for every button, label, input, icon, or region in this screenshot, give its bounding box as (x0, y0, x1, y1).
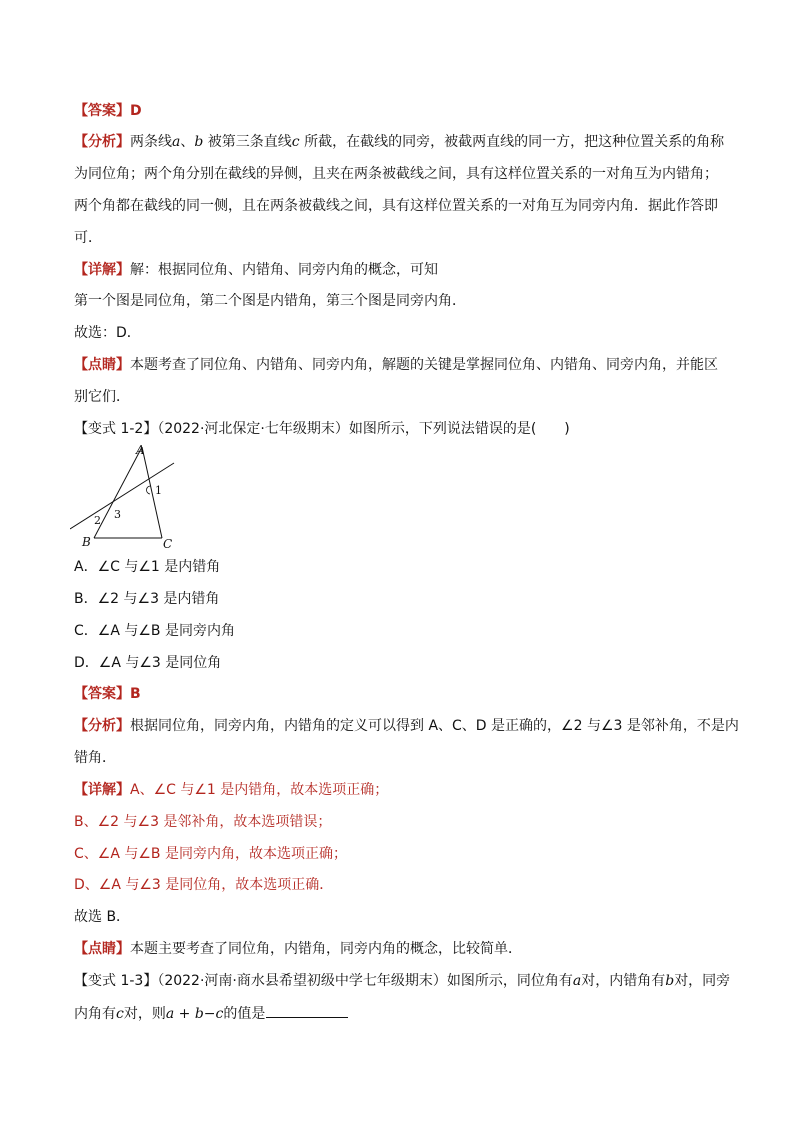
answer-blank (266, 1003, 348, 1018)
detail-tag: 【详解】 (74, 782, 130, 798)
analysis-2-line-1 (74, 716, 739, 736)
analysis-text: 根据同位角，同旁内角，内错角的定义可以得到 A、C、D 是正确的，∠2 与∠3 是邻补角，不是内 (130, 718, 739, 734)
var-c: c (291, 134, 300, 150)
review-text: 本题考查了同位角、内错角、同旁内角，解题的关键是掌握同位角、内错角、同旁内角，并能区 (130, 357, 718, 373)
detail-2-line-4: D、∠A 与∠3 是同位角，故本选项正确． (74, 877, 334, 893)
analysis-line-2: 为同位角；两个角分别在截线的异侧，且夹在两条被截线之间，具有这样位置关系的一对角互为内错角； (74, 166, 718, 182)
answer-tag: 【答案】 (74, 103, 130, 119)
analysis-tag: 【分析】 (74, 718, 130, 734)
detail-line-1 (74, 260, 438, 280)
label-a: A (136, 443, 145, 457)
analysis-text: 所截，在截线的同旁，被截两直线的同一方，把这种位置关系的角称 (299, 134, 725, 150)
detail-text: A、∠C 与∠1 是内错角，故本选项正确； (130, 782, 389, 798)
review-tag: 【点睛】 (74, 357, 130, 373)
expression: a + b−c (165, 1006, 224, 1022)
answer-line-2 (74, 684, 141, 704)
label-c: C (163, 537, 173, 551)
choose-line-2: 故选 B． (74, 909, 131, 925)
var-b: b (665, 973, 675, 989)
detail-tag: 【详解】 (74, 262, 130, 278)
review-tag: 【点睛】 (74, 941, 130, 957)
analysis-2-line-2: 错角． (74, 750, 116, 766)
header-text: 【变式 1-3】（2022·河南·商水县希望初级中学七年级期末）如图所示，同位角有 (74, 973, 573, 989)
variant-1-3-header-line-1 (74, 971, 730, 991)
header-text: 内角有 (74, 1006, 116, 1022)
choose-line: 故选：D． (74, 325, 141, 341)
answer-value: D (130, 103, 142, 119)
var-b: b (194, 134, 204, 150)
sep: 、 (180, 134, 195, 150)
triangle-figure (70, 442, 190, 552)
review-line-1 (74, 355, 718, 375)
detail-2-line-2: B、∠2 与∠3 是邻补角，故本选项错误； (74, 814, 332, 830)
label-angle-3: 3 (114, 508, 121, 521)
var-a: a (572, 973, 582, 989)
analysis-tag: 【分析】 (74, 134, 130, 150)
option-d: D．∠A 与∠3 是同位角 (74, 655, 222, 671)
analysis-line-3: 两个角都在截线的同一侧，且在两条被截线之间，具有这样位置关系的一对角互为同旁内角．据此作答即 (74, 198, 718, 214)
header-text: 对，内错角有 (581, 973, 666, 989)
header-text: 的值是 (223, 1006, 266, 1022)
detail-2-line-3: C、∠A 与∠B 是同旁内角，故本选项正确； (74, 846, 347, 862)
detail-text: 解：根据同位角、内错角、同旁内角的概念，可知 (130, 262, 438, 278)
review-2-line-1 (74, 939, 522, 959)
answer-tag: 【答案】 (74, 686, 130, 702)
var-c: c (116, 1006, 124, 1022)
option-c: C．∠A 与∠B 是同旁内角 (74, 623, 235, 639)
header-text: 对，同旁 (674, 973, 731, 989)
label-b: B (82, 535, 91, 549)
label-angle-1: 1 (155, 484, 162, 497)
option-b: B．∠2 与∠3 是内错角 (74, 591, 220, 607)
review-line-2: 别它们． (74, 389, 130, 405)
option-a: A．∠C 与∠1 是内错角 (74, 559, 221, 575)
side-ab (94, 447, 142, 538)
variant-1-3-header-line-2 (74, 1003, 348, 1024)
analysis-text: 被第三条直线 (203, 134, 292, 150)
analysis-line-1 (74, 132, 724, 152)
header-text: 对，则 (123, 1006, 166, 1022)
answer-line-1 (74, 101, 142, 121)
review-text: 本题主要考查了同位角，内错角，同旁内角的概念，比较简单． (130, 941, 522, 957)
analysis-text: 两条线 (130, 134, 172, 150)
answer-value: B (130, 686, 141, 702)
label-angle-2: 2 (94, 514, 101, 527)
detail-2-line-1 (74, 780, 388, 800)
var-a: a (172, 134, 181, 150)
detail-line-2: 第一个图是同位角，第二个图是内错角，第三个图是同旁内角． (74, 293, 466, 309)
variant-1-2-header: 【变式 1-2】（2022·河北保定·七年级期末）如图所示，下列说法错误的是( ) (74, 421, 570, 437)
analysis-line-4: 可． (74, 230, 102, 246)
